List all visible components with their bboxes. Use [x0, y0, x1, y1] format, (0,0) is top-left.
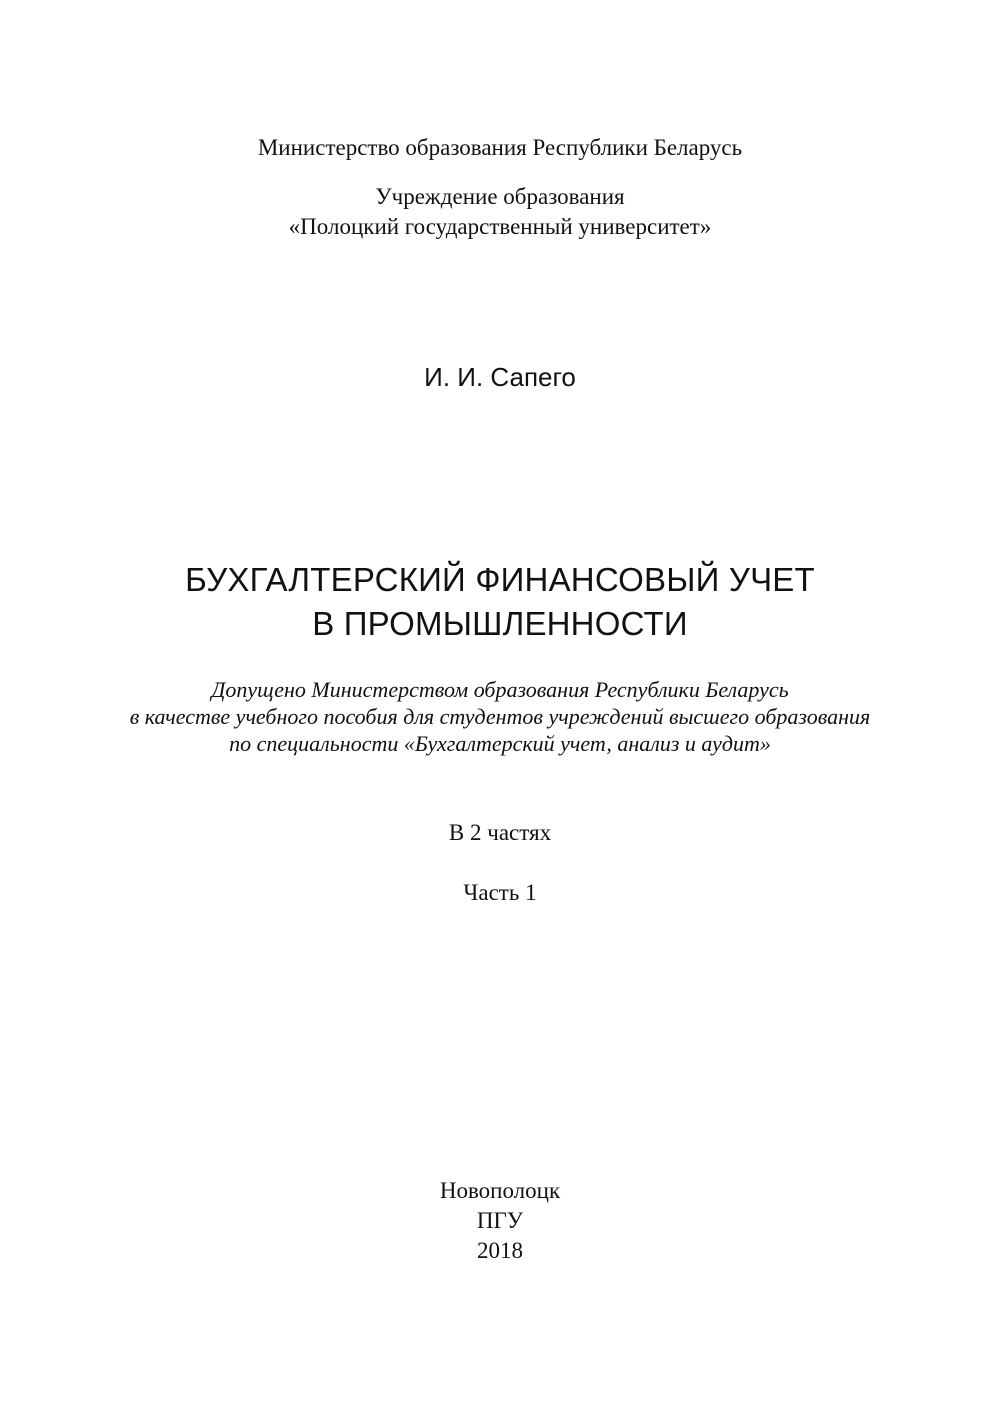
author-name: И. И. Сапего [424, 362, 576, 392]
book-title-line-2: В ПРОМЫШЛЕННОСТИ [312, 605, 688, 642]
approval-line-3: по специальности «Бухгалтерский учет, анализ и аудит» [229, 731, 771, 756]
parts-total: В 2 частях [448, 820, 552, 845]
imprint-publisher: ПГУ [476, 1208, 524, 1233]
book-title-line-1: БУХГАЛТЕРСКИЙ ФИНАНСОВЫЙ УЧЕТ [185, 561, 815, 598]
imprint-year: 2018 [477, 1238, 523, 1263]
approval-line-2: в качестве учебного пособия для студентов учреждений высшего образования [129, 704, 871, 729]
ministry-line: Министерство образования Республики Беларусь [257, 135, 743, 160]
approval-line-1: Допущено Министерством образования Республики Беларусь [211, 677, 789, 702]
imprint-city: Новополоцк [439, 1178, 561, 1203]
institution-line-2: «Полоцкий государственный университет» [288, 214, 712, 239]
institution-line-1: Учреждение образования [375, 184, 625, 209]
part-number: Часть 1 [463, 880, 537, 905]
